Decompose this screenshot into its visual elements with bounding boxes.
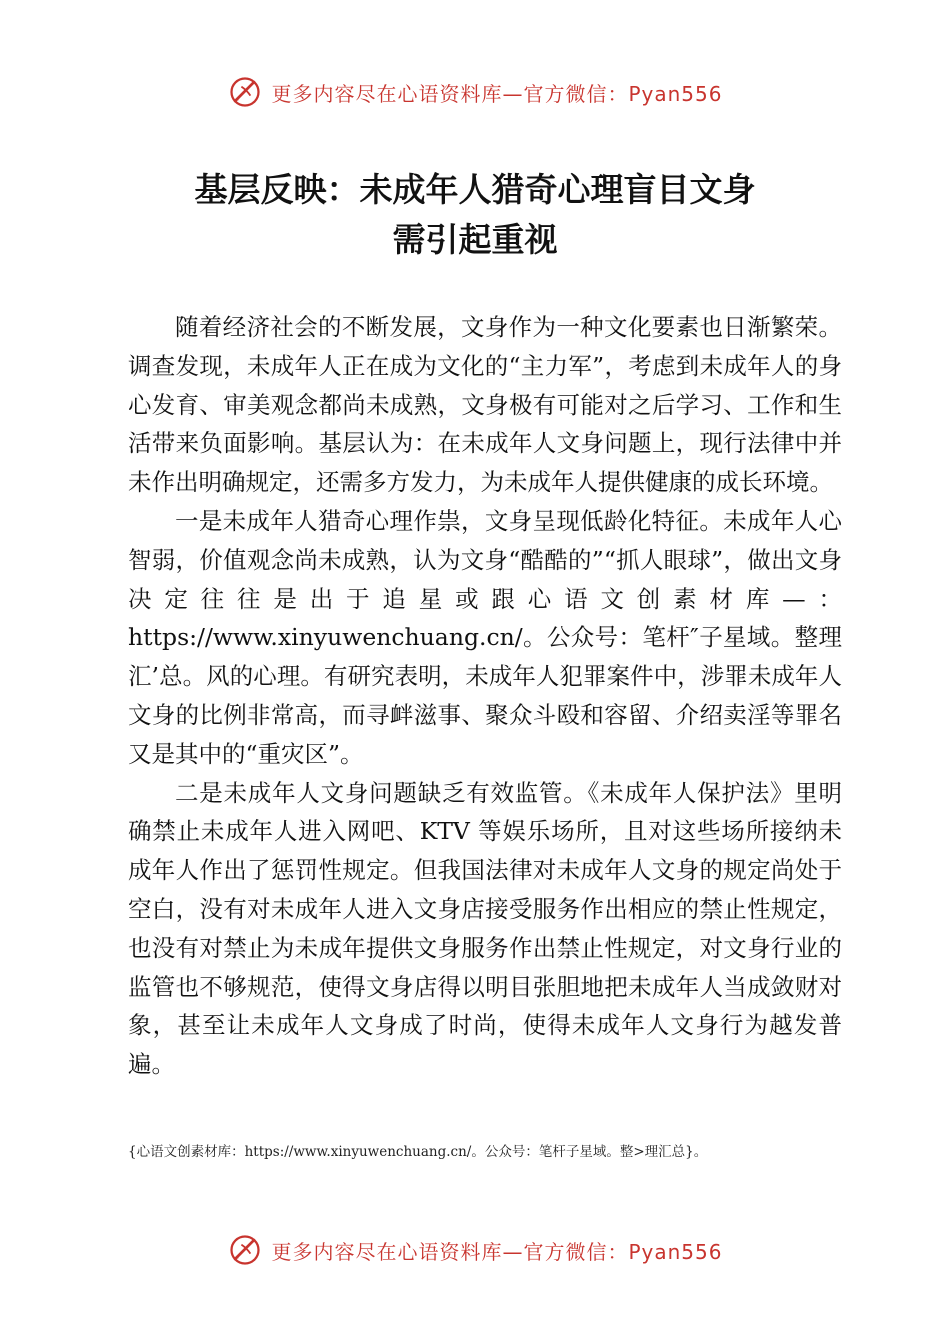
header-banner-text: 更多内容尽在心语资料库—官方微信：Pyan556: [271, 81, 723, 106]
header-banner: [0, 70, 950, 114]
footer-banner: [0, 1228, 950, 1272]
paragraph-point-one: 一是未成年人猎奇心理作祟，文身呈现低龄化特征。未成年人心智弱，价值观念尚未成熟，认为文身“酷酷的”“抓人眼球”，做出文身决定往往是出于追星或跟心语文创素材库—：https://www.xinyuwenchuang.cn/。公众号：笔杆″子星域。整理汇’总。风的心理。有研究表明，未成年人犯罪案件中，涉罪未成年人文身的比例非常高，而寻衅滋事、聚众斗殴和容留、介绍卖淫等罪名又是其中的“重灾区”。: [128, 506, 842, 768]
article-body: [128, 308, 842, 1084]
paragraph-intro: 随着经济社会的不断发展，文身作为一种文化要素也日渐繁荣。调查发现，未成年人正在成为文化的“主力军”，考虑到未成年人的身心发育、审美观念都尚未成熟，文身极有可能对之后学习、工作和生活带来负面影响。基层认为：在未成年人文身问题上，现行法律中并未作出明确规定，还需多方发力，为未成年人提供健康的成长环境。: [128, 313, 842, 497]
footer-banner-text: 更多内容尽在心语资料库—官方微信：Pyan556: [271, 1239, 723, 1264]
pen-logo-icon: [227, 74, 263, 110]
page-title: [100, 165, 850, 265]
footnote: {心语文创素材库：https://www.xinyuwenchuang.cn/。公众号：笔杆子星域。整>理汇总}。: [128, 1144, 708, 1160]
title-line-1: 基层反映：未成年人猎奇心理盲目文身: [194, 170, 756, 209]
pen-logo-icon: [227, 1232, 263, 1268]
paragraph-point-two: 二是未成年人文身问题缺乏有效监管。《未成年人保护法》里明确禁止未成年人进入网吧、KTV 等娱乐场所，且对这些场所接纳未成年人作出了惩罚性规定。但我国法律对未成年人文身的规定尚处于空白，没有对未成年人进入文身店接受服务作出相应的禁止性规定，也没有对禁止为未成年提供文身服务作出禁止性规定，对文身行业的监管也不够规范，使得文身店得以明目张胆地把未成年人当成敛财对象，甚至让未成年人文身成了时尚，使得未成年人文身行为越发普遍。: [128, 778, 842, 1079]
title-line-2: 需引起重视: [392, 220, 558, 259]
